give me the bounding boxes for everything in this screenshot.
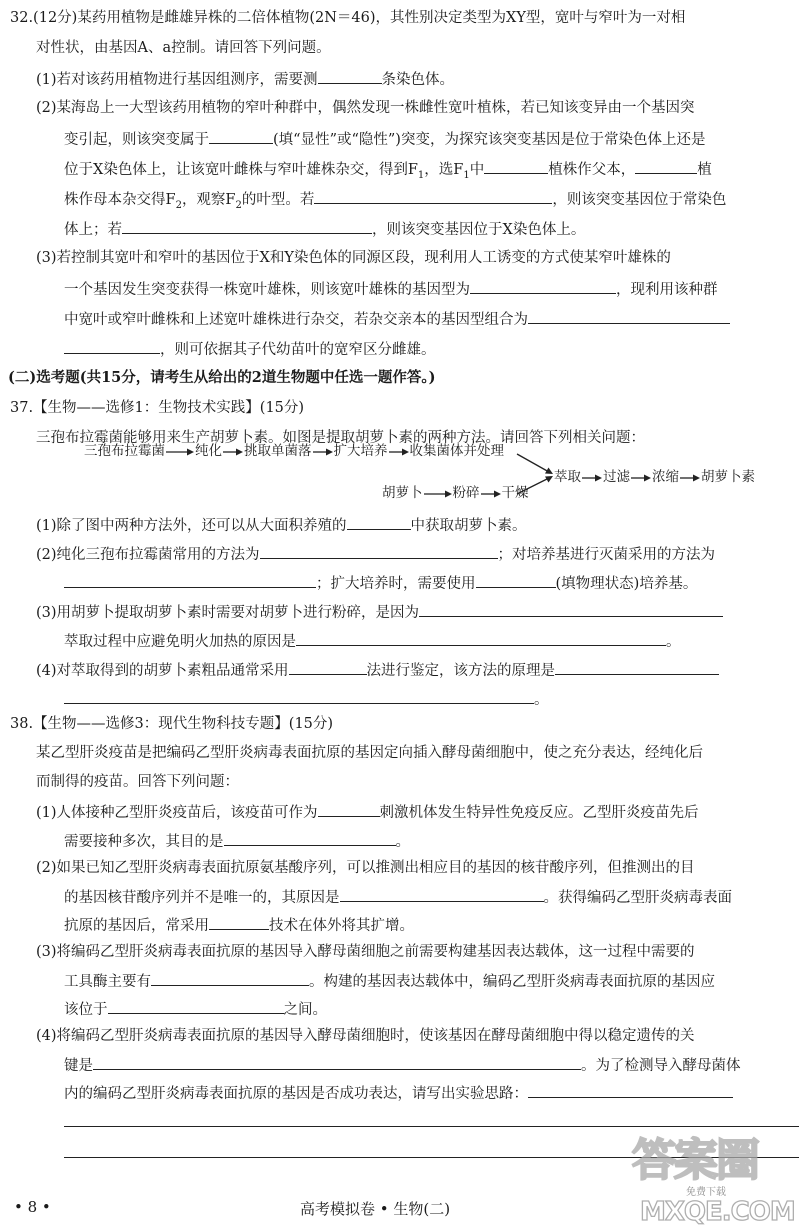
q38-part-3-line-1: (3)将编码乙型肝炎病毒表面抗原的基因导入酵母菌细胞之前需要构建基因表达载体，这一过程中需要的 [36, 944, 695, 960]
flow-row-carrot: 胡萝卜 粉碎 干燥 [382, 485, 529, 501]
arrow-right-icon [312, 447, 334, 457]
answer-blank[interactable] [289, 659, 367, 675]
q32-line-2: 对性状，由基因A、a控制。请回答下列问题。 [36, 40, 331, 56]
q37-part-3-line-2: 萃取过程中应避免明火加热的原因是 。 [64, 630, 681, 652]
q38-part-4-line-1: (4)将编码乙型肝炎病毒表面抗原的基因导入酵母菌细胞时，使该基因在酵母菌细胞中得以稳定遗传的关 [36, 1028, 695, 1044]
answer-blank[interactable] [555, 659, 719, 675]
answer-blank[interactable] [314, 188, 552, 204]
answer-blank[interactable] [419, 601, 723, 617]
q38-part-1-line-2: 需要接种多次，其目的是 。 [64, 830, 410, 852]
q32-line-1: 32.(12分)某药用植物是雌雄异株的二倍体植物(2N＝46)，其性别决定类型为XY型，宽叶与窄叶为一对相 [10, 10, 686, 26]
watermark-logo: 答案圈 [632, 1135, 758, 1186]
answer-blank[interactable] [93, 1054, 581, 1070]
answer-blank[interactable] [340, 886, 544, 902]
flow-row-fungus: 三孢布拉霉菌 纯化 挑取单菌落 扩大培养 收集菌体并处理 [84, 443, 504, 459]
q32-part-2-line-1: (2)某海岛上一大型该药用植物的窄叶种群中，偶然发现一株雌性宽叶植株，若已知该变异由一个基因突 [36, 100, 695, 116]
answer-blank[interactable] [209, 914, 269, 930]
arrow-right-icon [630, 473, 652, 483]
q32-part-1: (1)若对该药用植物进行基因组测序，需要测 条染色体。 [36, 68, 454, 90]
answer-blank[interactable] [64, 338, 160, 354]
answer-blank[interactable] [122, 218, 372, 234]
answer-blank[interactable] [108, 998, 284, 1014]
q32-part-3-line-1: (3)若控制其宽叶和窄叶的基因位于X和Y染色体的同源区段，现利用人工诱变的方式使某窄叶雄株的 [36, 250, 671, 266]
watermark-site: MXQE.COM [640, 1197, 795, 1227]
merge-arrows-icon [515, 452, 557, 498]
arrow-right-icon [480, 489, 502, 499]
q32-part-2-line-3: 位于X染色体上，让该宽叶雌株与窄叶雄株杂交，得到$F_1$，选$F_1$中 植株作父本， 植 [64, 158, 712, 186]
q38-title: 38.【生物——选修3：现代生物科技专题】(15分) [10, 716, 334, 732]
q38-part-2-line-1: (2)如果已知乙型肝炎病毒表面抗原氨基酸序列，可以推测出相应目的基因的核苷酸序列，但推测出的目 [36, 860, 695, 876]
answer-blank[interactable] [528, 1082, 733, 1098]
q38-part-3-line-3: 该位于 之间。 [64, 998, 327, 1020]
arrow-right-icon [388, 447, 410, 457]
answer-blank[interactable] [151, 970, 309, 986]
q37-part-2-line-1: (2)纯化三孢布拉霉菌常用的方法为 ；对培养基进行灭菌采用的方法为 [36, 543, 715, 565]
q32-part-3-line-2: 一个基因发生突变获得一株宽叶雄株，则该宽叶雄株的基因型为 ，现利用该种群 [64, 278, 718, 300]
section-heading: (二)选考题(共15分，请考生从给出的2道生物题中任选一题作答。) [8, 369, 436, 386]
q37-part-4-line-2: 。 [64, 688, 549, 710]
q32-part-3-line-3: 中宽叶或窄叶雌株和上述宽叶雄株进行杂交，若杂交亲本的基因型组合为 [64, 308, 730, 330]
answer-blank[interactable] [296, 630, 666, 646]
answer-blank[interactable] [260, 543, 498, 559]
q38-part-3-line-2: 工具酶主要有 。构建的基因表达载体中，编码乙型肝炎病毒表面抗原的基因应 [64, 970, 715, 992]
answer-blank[interactable] [476, 572, 556, 588]
answer-blank[interactable] [484, 158, 548, 174]
watermark-mini: 免费下载 [686, 1187, 726, 1198]
q38-intro-line-2: 而制得的疫苗。回答下列问题： [36, 774, 239, 790]
q37-part-2-line-2: ；扩大培养时，需要使用 (填物理状态)培养基。 [64, 572, 697, 594]
page-number: • 8 • [14, 1198, 51, 1216]
q38-part-4-line-2: 键是 。为了检测导入酵母菌体 [64, 1054, 741, 1076]
flow-row-extraction: 萃取 过滤 浓缩 胡萝卜素 [554, 469, 755, 485]
answer-blank[interactable] [347, 514, 411, 530]
arrow-right-icon [423, 489, 453, 499]
q38-part-2-line-3: 抗原的基因后，常采用 技术在体外将其扩增。 [64, 914, 414, 936]
q37-part-3-line-1: (3)用胡萝卜提取胡萝卜素时需要对胡萝卜进行粉碎，是因为 [36, 601, 723, 623]
arrow-right-icon [165, 447, 195, 457]
q38-part-4-line-3: 内的编码乙型肝炎病毒表面抗原的基因是否成功表达，请写出实验思路： [64, 1082, 733, 1104]
answer-blank[interactable] [64, 572, 316, 588]
arrow-right-icon [222, 447, 244, 457]
arrow-right-icon [679, 473, 701, 483]
answer-blank[interactable] [470, 278, 616, 294]
answer-blank[interactable] [528, 308, 730, 324]
answer-blank[interactable] [209, 128, 273, 144]
answer-blank[interactable] [318, 68, 382, 84]
arrow-right-icon [581, 473, 603, 483]
q32-part-2-line-2: 变引起，则该突变属于 (填“显性”或“隐性”)突变，为探究该突变基因是位于常染色体上还是 [64, 128, 705, 150]
q37-part-1: (1)除了图中两种方法外，还可以从大面积养殖的 中获取胡萝卜素。 [36, 514, 527, 536]
q38-intro-line-1: 某乙型肝炎疫苗是把编码乙型肝炎病毒表面抗原的基因定向插入酵母菌细胞中，使之充分表达，经纯化后 [36, 745, 703, 761]
answer-blank[interactable] [224, 830, 396, 846]
answer-blank[interactable] [635, 158, 697, 174]
q38-part-1-line-1: (1)人体接种乙型肝炎疫苗后，该疫苗可作为 刺激机体发生特异性免疫反应。乙型肝炎疫苗先后 [36, 801, 699, 823]
q32-part-3-line-4: ，则可依据其子代幼苗叶的宽窄区分雌雄。 [64, 338, 436, 360]
q38-part-2-line-2: 的基因核苷酸序列并不是唯一的，其原因是 。获得编码乙型肝炎病毒表面 [64, 886, 732, 908]
footer-title: 高考模拟卷 • 生物(二) [300, 1200, 451, 1218]
q37-intro: 三孢布拉霉菌能够用来生产胡萝卜素。如图是提取胡萝卜素的两种方法。请回答下列相关问题： [36, 430, 645, 446]
answer-blank[interactable] [318, 801, 380, 817]
q32-part-2-line-4: 株作母本杂交得$F_2$，观察$F_2$的叶型。若 ，则该突变基因位于常染色 [64, 188, 726, 216]
q37-part-4-line-1: (4)对萃取得到的胡萝卜素粗品通常采用 法进行鉴定，该方法的原理是 [36, 659, 719, 681]
q32-part-2-line-5: 体上；若 ，则该突变基因位于X染色体上。 [64, 218, 585, 240]
answer-blank[interactable] [64, 688, 534, 704]
q37-title: 37.【生物——选修1：生物技术实践】(15分) [10, 400, 305, 416]
